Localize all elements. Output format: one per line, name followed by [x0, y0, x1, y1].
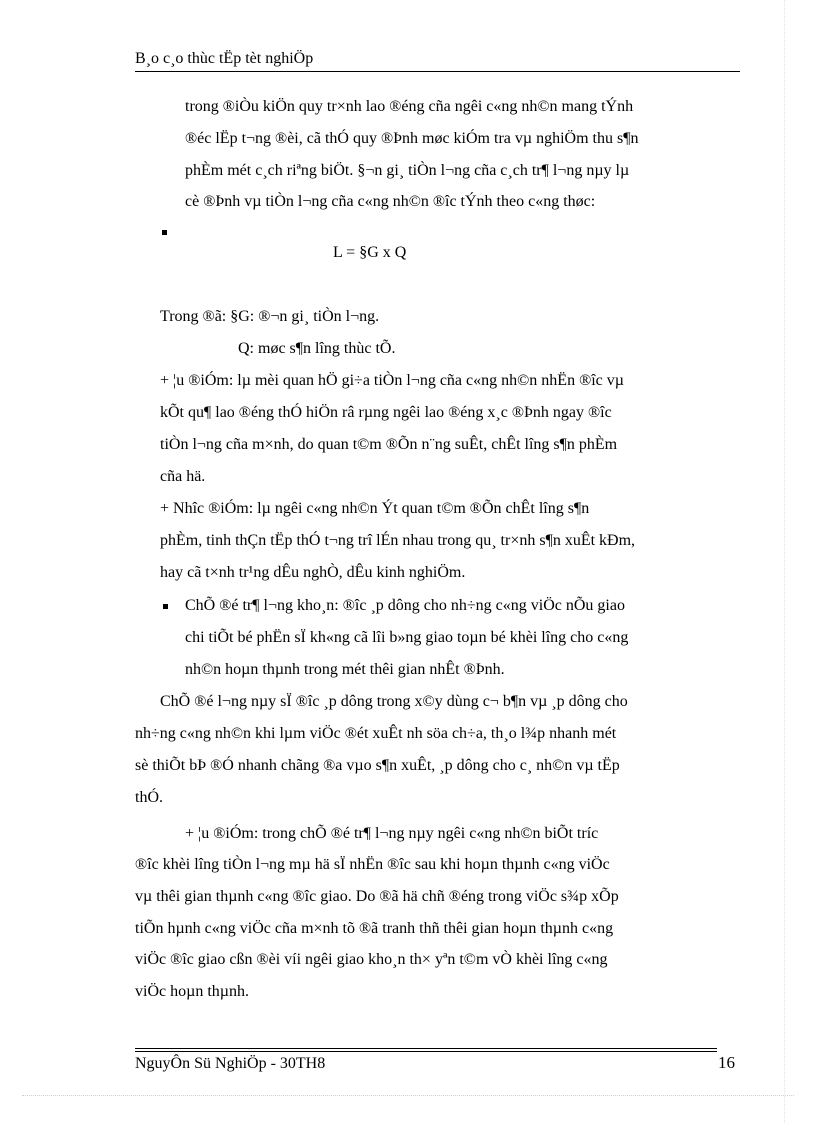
text-line: Q: møc s¶n lîng thùc tÕ. — [238, 340, 396, 357]
text-line: nh÷ng c«ng nh©n khi lµm viÖc ®ét xuÊt nh söa ch÷a, th¸o l¾p nhanh mét — [135, 725, 617, 742]
text-line: sè thiÕt bÞ ®Ó nhanh chãng ®a vµo s¶n xuÊt, ¸p dông cho c¸ nh©n vµ tËp — [135, 757, 620, 774]
footer-rule — [135, 1051, 717, 1052]
text-line: ChÕ ®é l¬ng nµy sÏ ®îc ¸p dông trong x©y dùng c¬ b¶n vµ ¸p dông cho — [160, 693, 628, 710]
text-line: cè ®Þnh vµ tiÒn l¬ng cña c«ng nh©n ®îc tÝnh theo c«ng thøc: — [185, 193, 596, 210]
text-line: tiÕn hµnh c«ng viÖc cña m×nh tõ ®ã tranh thñ thêi gian hoµn thµnh c«ng — [135, 920, 614, 937]
page-bottom-guide — [22, 1095, 794, 1096]
text-line: thÓ. — [135, 789, 163, 806]
page-edge-guide — [784, 0, 785, 1123]
page-number: 16 — [718, 1053, 735, 1072]
text-line: cña hä. — [160, 468, 206, 485]
text-line: chi tiÕt bé phËn sÏ kh«ng cã lîi b»ng giao toµn bé khèi lîng cho c«ng — [185, 629, 629, 646]
text-line: Trong ®ã: §G: ®¬n gi¸ tiÒn l¬ng. — [160, 308, 380, 325]
text-line: kÕt qu¶ lao ®éng thÓ hiÖn râ rµng ngêi lao ®éng x¸c ®Þnh ngay ®îc — [160, 404, 612, 421]
text-line: ChÕ ®é tr¶ l¬ng kho¸n: ®îc ¸p dông cho nh÷ng c«ng viÖc nÕu giao — [185, 597, 625, 614]
text-line: trong ®iÒu kiÖn quy tr×nh lao ®éng cña ngêi c«ng nh©n mang tÝnh — [185, 98, 634, 115]
text-line: + ¦u ®iÓm: trong chÕ ®é tr¶ l¬ng nµy ngêi c«ng nh©n biÕt tríc — [185, 825, 599, 842]
text-line: + Nhîc ®iÓm: lµ ngêi c«ng nh©n Ýt quan t©m ®Õn chÊt lîng s¶n — [160, 500, 590, 517]
text-line: ®îc khèi lîng tiÒn l¬ng mµ hä sÏ nhËn ®îc sau khi hoµn thµnh c«ng viÖc — [135, 856, 610, 873]
bullet-marker — [163, 604, 168, 609]
text-line: ®éc lËp t¬ng ®èi, cã thÓ quy ®Þnh møc kiÓm tra vµ nghiÖm thu s¶n — [185, 130, 639, 147]
formula: L = §G x Q — [333, 244, 407, 261]
text-line: viÖc ®îc giao cßn ®èi víi ngêi giao kho¸n th× yªn t©m vÒ khèi lîng c«ng — [135, 951, 608, 968]
text-line: phÈm, tinh thÇn tËp thÓ t¬ng trî lÉn nhau trong qu¸ tr×nh s¶n xuÊt kÐm, — [160, 532, 636, 549]
text-line: tiÒn l¬ng cña m×nh, do quan t©m ®Õn n¨ng suÊt, chÊt lîng s¶n phÈm — [160, 436, 618, 453]
bullet-marker — [162, 230, 167, 235]
footer-author: NguyÔn Sü NghiÖp - 30TH8 — [135, 1055, 326, 1072]
text-line: phÈm mét c¸ch riªng biÖt. §¬n gi¸ tiÒn l¬ng cña c¸ch tr¶ l¬ng nµy lµ — [185, 162, 630, 179]
text-line: + ¦u ®iÓm: lµ mèi quan hÖ gi÷a tiÒn l¬ng cña c«ng nh©n nhËn ®îc vµ — [160, 372, 624, 389]
text-line: viÖc hoµn thµnh. — [135, 983, 249, 1000]
text-line: nh©n hoµn thµnh trong mét thêi gian nhÊt ®Þnh. — [185, 661, 505, 678]
header-rule — [135, 71, 740, 72]
footer-rule — [135, 1048, 717, 1049]
text-line: vµ thêi gian thµnh c«ng ®îc giao. Do ®ã hä chñ ®éng trong viÖc s¾p xÕp — [135, 888, 619, 905]
text-line: hay cã t×nh tr¹ng dÊu nghÒ, dÊu kinh nghiÖm. — [160, 564, 466, 581]
running-header: B¸o c¸o thùc tËp tèt nghiÖp — [135, 50, 314, 67]
